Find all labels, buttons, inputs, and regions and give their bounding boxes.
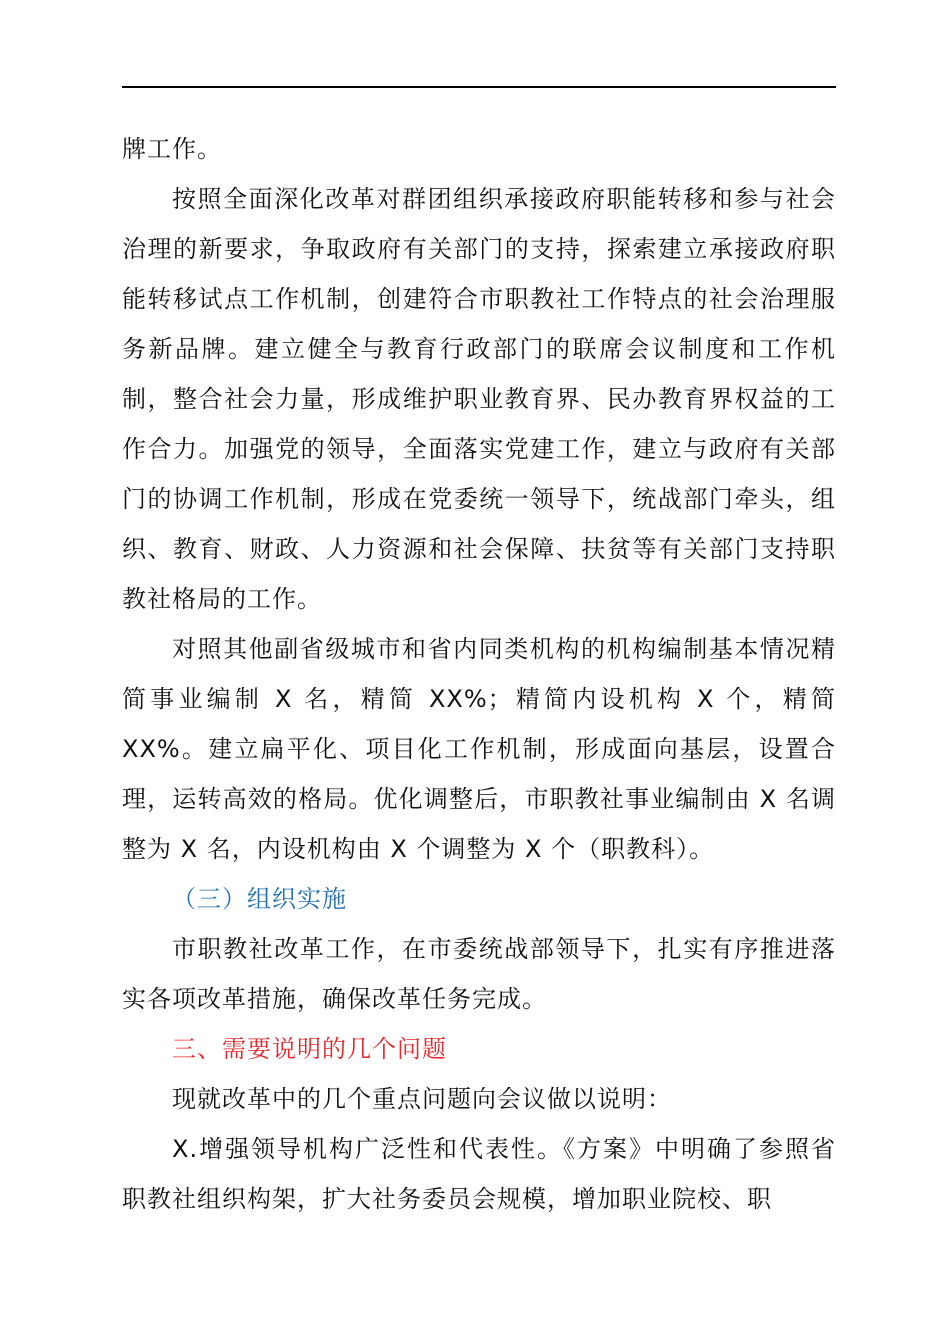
paragraph-staffing: 对照其他副省级城市和省内同类机构的机构编制基本情况精简事业编制 X 名，精简 XX%；精简内设机构 X 个，精简XX%。建立扁平化、项目化工作机制，形成面向基层，设置合理，运转高效的格局。优化调整后，市职教社事业编制由 X 名调整为 X 名，内设机构由 X 个调整为 X 个（职教科）。 <box>122 635 836 863</box>
header-rule <box>122 86 836 88</box>
paragraph-continuation: 牌工作。 <box>122 135 222 163</box>
section-heading-issues: 三、需要说明的几个问题 <box>172 1035 447 1063</box>
paragraph-issue-1: X.增强领导机构广泛性和代表性。《方案》中明确了参照省职教社组织构架，扩大社务委员会规模，增加职业院校、职 <box>122 1135 836 1213</box>
paragraph-implementation: 市职教社改革工作，在市委统战部领导下，扎实有序推进落实各项改革措施，确保改革任务完成。 <box>122 935 836 1013</box>
document-body <box>122 124 836 1224</box>
paragraph-government-functions: 按照全面深化改革对群团组织承接政府职能转移和参与社会治理的新要求，争取政府有关部门的支持，探索建立承接政府职能转移试点工作机制，创建符合市职教社工作特点的社会治理服务新品牌。建立健全与教育行政部门的联席会议制度和工作机制，整合社会力量，形成维护职业教育界、民办教育界权益的工作合力。加强党的领导，全面落实党建工作，建立与政府有关部门的协调工作机制，形成在党委统一领导下，统战部门牵头，组织、教育、财政、人力资源和社会保障、扶贫等有关部门支持职教社格局的工作。 <box>122 185 836 613</box>
paragraph-issues-intro: 现就改革中的几个重点问题向会议做以说明： <box>172 1085 672 1113</box>
section-heading-implementation: （三）组织实施 <box>172 885 347 913</box>
